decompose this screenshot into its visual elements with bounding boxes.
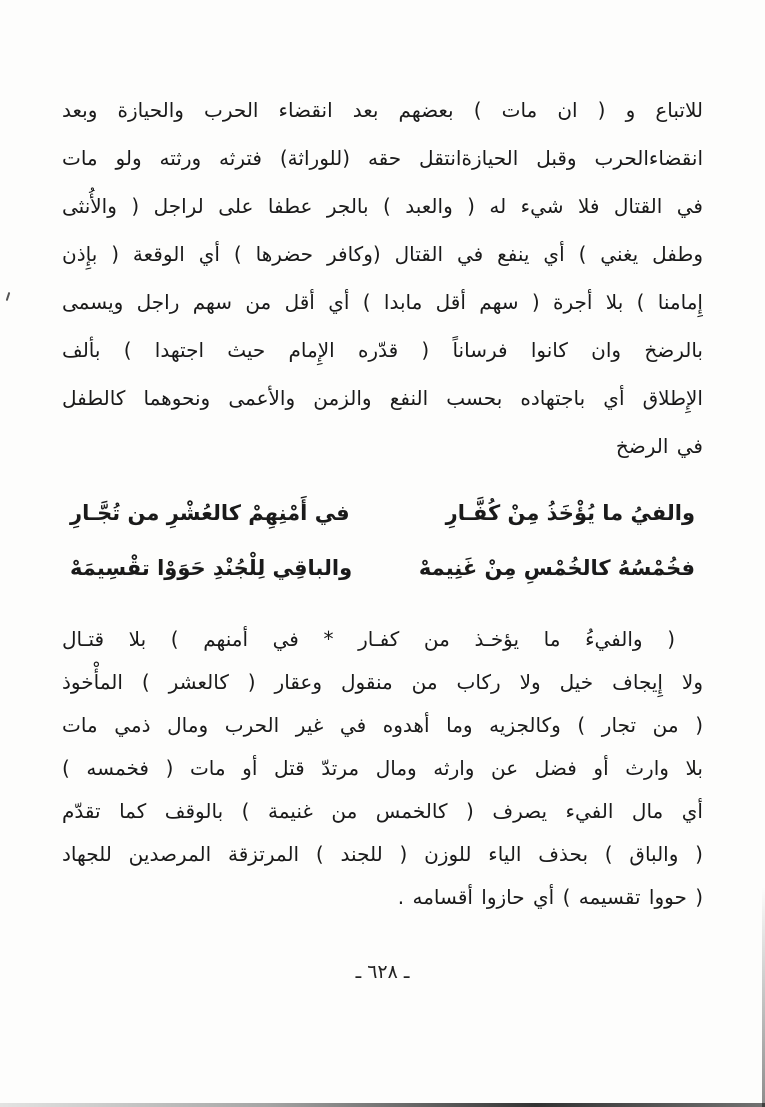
text-line: للاتباع و ( ان مات ) بعضهم بعد انقضاء الحرب والحيازة وبعد bbox=[62, 98, 703, 122]
text-line: ( والباق ) بحذف الياء للوزن ( للجند ) المرتزقة المرصدين للجهاد bbox=[62, 842, 703, 866]
text-line: وطفل يغني ) أي ينفع في القتال (وكافر حضرها ) أي الوقعة ( بإِذن bbox=[62, 242, 703, 266]
text-line: في الرضخ bbox=[615, 434, 703, 458]
text-line: إِمامنا ) بلا أجرة ( سهم أقل مابدا ) أي أقل من سهم راجل ويسمى bbox=[62, 290, 703, 314]
text-line: أي مال الفيء يصرف ( كالخمس من غنيمة ) بالوقف كما تقدّم bbox=[62, 799, 703, 823]
text-line: ( من تجار ) وكالجزيه وما أهدوه في غير الحرب ومال ذمي مات bbox=[62, 713, 703, 737]
text-line: بلا وارث أو فضل عن وارثه ومال مرتدّ قتل أو مات ( فخمسه ) bbox=[62, 756, 703, 780]
text-line: انقضاءالحرب وقبل الحيازةانتقل حقه (للوراثة) فترثه ورثته ولو مات bbox=[62, 146, 703, 170]
verse-hemistich-right: فخُمْسُهُ كالخُمْسِ مِنْ غَنِيمهْ bbox=[418, 556, 695, 580]
verse-line bbox=[70, 486, 695, 541]
text-line: في القتال فلا شيء له ( والعبد ) بالجر عطفا على لراجل ( والأُنثى bbox=[62, 194, 703, 218]
text-line: ( والفيءُ ما يؤخـذ من كفـار * في أمنهم ) بلا قتـال bbox=[62, 627, 675, 651]
page-number: ـ ٦٢٨ ـ bbox=[355, 961, 410, 983]
text-line: ( حووا تقسيمه ) أي حازوا أقسامه . bbox=[397, 885, 703, 909]
verse-hemistich-left: والباقِي لِلْجُنْدِ حَوَوْا تقْسِيمَهْ bbox=[70, 556, 353, 580]
text-line: ولا إِيجاف خيل ولا ركاب من منقول وعقار ( كالعشر ) المأْخوذ bbox=[62, 670, 703, 694]
verse-hemistich-right: والفيُ ما يُؤْخَذُ مِنْ كُفَّـارِ bbox=[445, 501, 695, 525]
poetry-verses bbox=[70, 486, 695, 596]
text-line: بالرضخ وان كانوا فرساناً ( قدّره الإِمام حيث اجتهدا ) بألف bbox=[62, 338, 703, 362]
scan-edge-artifact bbox=[0, 1103, 765, 1107]
text-line: الإِطلاق أي باجتهاده بحسب النفع والزمن والأعمى ونحوهما كالطفل bbox=[62, 386, 703, 410]
verse-line bbox=[70, 541, 695, 596]
intro-paragraph bbox=[62, 86, 703, 470]
commentary-paragraph bbox=[62, 618, 703, 919]
verse-hemistich-left: في أَمْنِهِمْ كالعُشْرِ من تُجَّـارِ bbox=[70, 501, 350, 525]
